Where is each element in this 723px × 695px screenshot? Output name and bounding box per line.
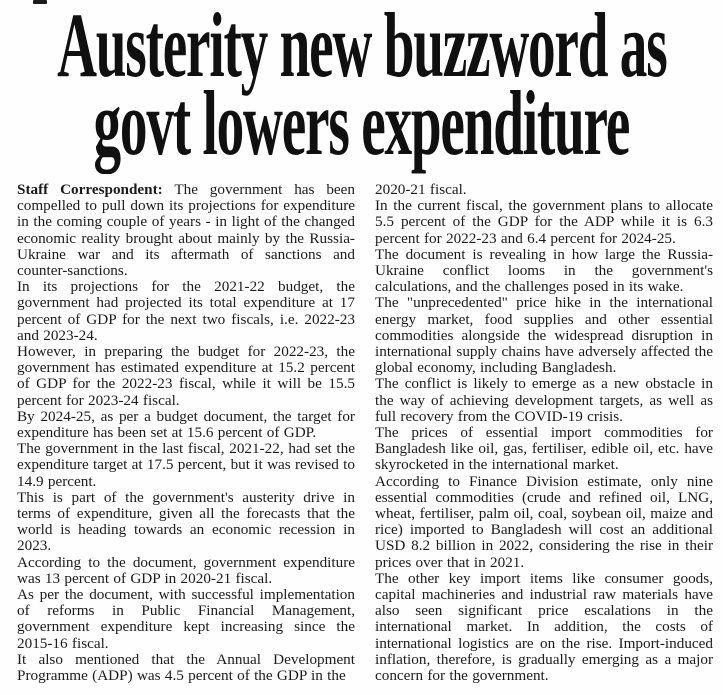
headline-text-2: govt lowers expenditure	[93, 72, 630, 174]
paragraph: According to Finance Division estimate, only nine essential commodities (crude and refined oil, LNG, wheat, fertiliser, palm oil, coal, soybean oil, maize and rice) imported to Bangladesh will cost an additional USD 8.2 billion in 2022, considering the rise in their prices over that in 2021.	[375, 472, 713, 571]
paragraph: This is part of the government's austerity drive in terms of expenditure, given all the forecasts that the world is heading towards an economic recession in 2023.	[17, 488, 355, 555]
lead-paragraph-text: The government has been compelled to pull down its projections for expenditure in the coming couple of years - in light of the changed economic reality brought about mainly by the Russia-Ukraine war and its aftermath of sanctions and counter-sanctions.	[17, 181, 355, 280]
column-left	[17, 182, 355, 684]
paragraph: In the current fiscal, the government plans to allocate 5.5 percent of the GDP for the ADP while it is 6.3 percent for 2022-23 and 6.4 percent for 2024-25.	[375, 197, 713, 247]
article-headline	[0, 0, 723, 174]
paragraph: However, in preparing the budget for 2022-23, the government has estimated expenditure at 15.2 percent of GDP for the 2022-23 fiscal, while it will be 15.5 percent for 2023-24 fiscal.	[17, 343, 355, 409]
paragraph-continuation: 2020-21 fiscal.	[375, 181, 467, 198]
paragraph: The conflict is likely to emerge as a new obstacle in the way of achieving development targets, as well as full recovery from the COVID-19 crisis.	[375, 375, 713, 425]
paragraph: The government in the last fiscal, 2021-22, had set the expenditure target at 17.5 percent, but it was revised to 14.9 percent.	[17, 440, 355, 490]
article-body	[0, 182, 723, 684]
paragraph: According to the document, government expenditure was 13 percent of GDP in 2020-21 fiscal.	[17, 553, 355, 587]
paragraph: The prices of essential import commodities for Bangladesh like oil, gas, fertiliser, edible oil, etc. have skyrocketed in the international market.	[375, 424, 713, 474]
paragraph: By 2024-25, as per a budget document, the target for expenditure has been set at 15.6 percent of GDP.	[17, 407, 355, 442]
byline: Staff Correspondent:	[17, 181, 163, 198]
headline-text-1: Austerity new buzzword as	[56, 0, 667, 96]
lead-paragraph	[17, 182, 355, 279]
column-right	[375, 182, 713, 684]
paragraph: It also mentioned that the Annual Development Programme (ADP) was 4.5 percent of the GDP in the	[17, 650, 355, 685]
paragraph: The "unprecedented" price hike in the international energy market, food supplies and other essential commodities alongside the widespread disruption in international supply chains have adversely affected the global economy, including Bangladesh.	[375, 294, 713, 377]
paragraph: As per the document, with successful implementation of reforms in Public Financial Management, government expenditure kept increasing since the 2015-16 fiscal.	[17, 586, 355, 652]
paragraph: The document is revealing in how large the Russia-Ukraine conflict looms in the government's calculations, and the challenges posed in its wake.	[375, 245, 713, 296]
paragraph: In its projections for the 2021-22 budget, the government had projected its total expenditure at 17 percent of GDP for the next two fiscals, i.e. 2022-23 and 2023-24.	[17, 278, 355, 344]
headline-line-2	[0, 72, 723, 174]
scan-artifact-mark	[33, 0, 47, 4]
paragraph: The other key import items like consumer goods, capital machineries and industrial raw materials have also seen significant price escalations in the international market. In addition, the costs of international logistics are on the rise. Import-induced inflation, therefore, is gradually emerging as a major concern for the government.	[375, 569, 713, 685]
